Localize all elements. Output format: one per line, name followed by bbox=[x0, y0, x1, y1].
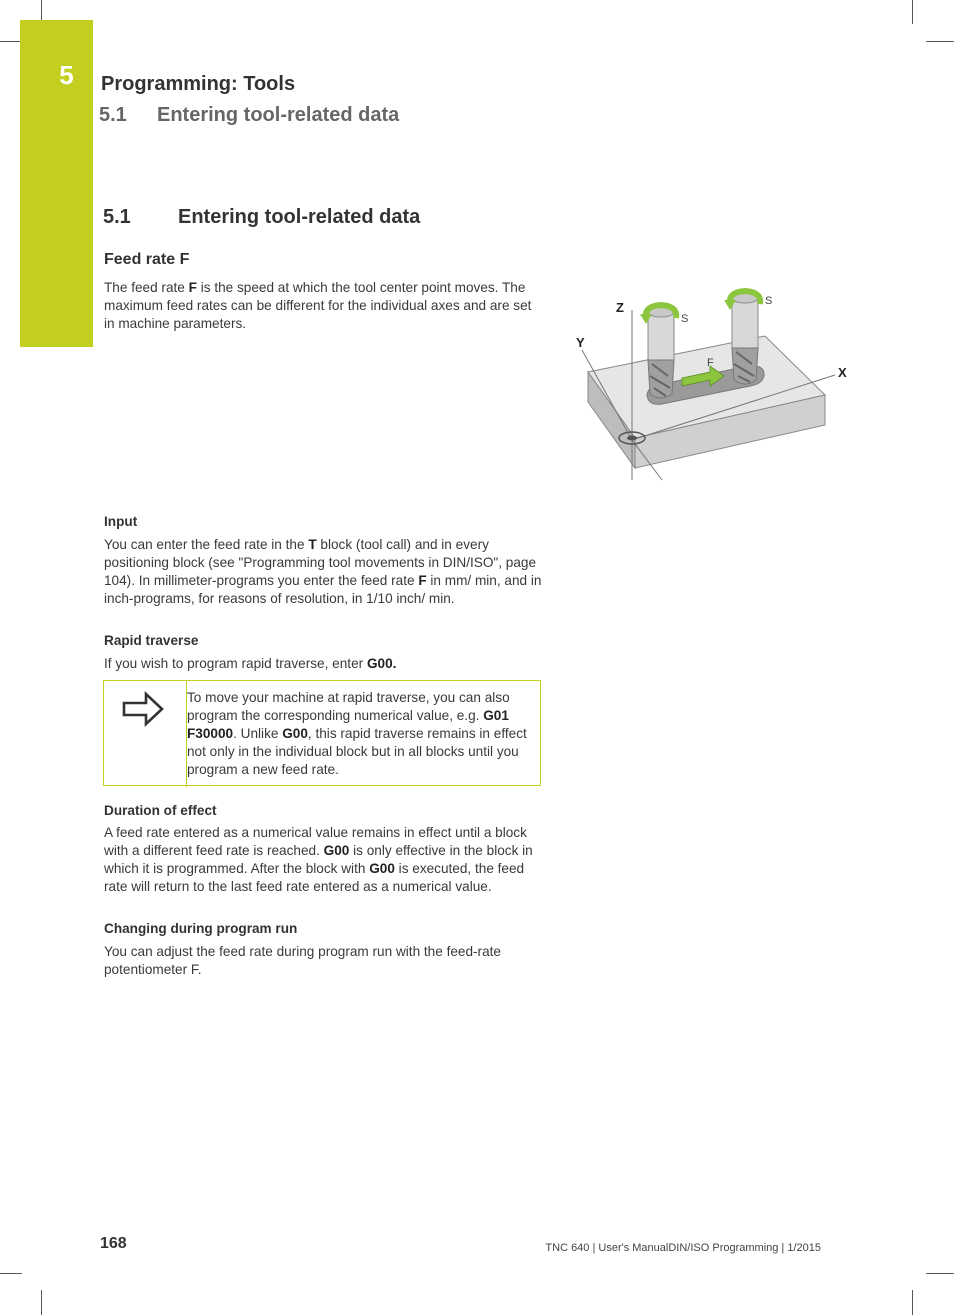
rapid-traverse-paragraph: If you wish to program rapid traverse, enter G00. bbox=[104, 656, 397, 671]
spindle-label-s2: S bbox=[765, 295, 773, 307]
running-section-title: Entering tool-related data bbox=[157, 104, 400, 126]
origin-marker-inner bbox=[627, 436, 637, 441]
rapid-traverse-heading: Rapid traverse bbox=[104, 633, 199, 648]
page-number: 168 bbox=[100, 1235, 127, 1252]
spindle-label-s1: S bbox=[681, 313, 689, 325]
section-number: 5.1 bbox=[103, 206, 131, 228]
axis-label-y: Y bbox=[576, 335, 585, 350]
input-heading: Input bbox=[104, 514, 138, 529]
chapter-title: Programming: Tools bbox=[101, 73, 296, 95]
running-section-number: 5.1 bbox=[99, 104, 127, 126]
duration-heading: Duration of effect bbox=[104, 803, 217, 818]
crop-mark bbox=[926, 1273, 954, 1274]
changing-paragraph: You can adjust the feed rate during program run with the feed-rate potentiometer F. bbox=[104, 944, 501, 977]
feed-rate-illustration bbox=[560, 280, 850, 485]
duration-paragraph: A feed rate entered as a numerical value remains in effect until a block with a different feed rate is reached. G00 is only effective in the block in which it is programmed. After the block with G00 is executed, the feed rate will return to the last feed rate entered as a numerical value. bbox=[104, 825, 533, 894]
input-paragraph: You can enter the feed rate in the T block (tool call) and in every positioning block (see "Programming tool movements in DIN/ISO", page 104). In millimeter-programs you enter the feed rate F in mm/ min, and in inch-programs, for reasons of resolution, in 1/10 inch/ min. bbox=[104, 537, 542, 606]
feed-label-f: F bbox=[707, 357, 714, 369]
crop-mark bbox=[912, 1290, 913, 1315]
tool-1-shank bbox=[648, 312, 674, 360]
feed-rate-heading: Feed rate F bbox=[104, 251, 190, 268]
section-heading bbox=[103, 206, 420, 229]
crop-mark bbox=[41, 1290, 42, 1315]
feed-rate-intro: The feed rate F is the speed at which the tool center point moves. The maximum feed rates can be different for the individual axes and are set in machine parameters. bbox=[104, 280, 532, 331]
axis-label-z: Z bbox=[616, 300, 624, 315]
footer-info: TNC 640 | User's ManualDIN/ISO Programming | 1/2015 bbox=[545, 1242, 821, 1254]
section-title: Entering tool-related data bbox=[178, 206, 421, 228]
axis-label-x: X bbox=[838, 365, 847, 380]
running-section-heading bbox=[99, 104, 399, 127]
crop-mark bbox=[912, 0, 913, 24]
crop-mark bbox=[926, 41, 954, 42]
note-text: To move your machine at rapid traverse, you can also program the corresponding numerical value, e.g. G01 F30000. Unlike G00, this rapid traverse remains in effect not only in the individual block but in all blocks until you program a new feed rate. bbox=[187, 690, 527, 777]
chapter-number: 5 bbox=[59, 60, 74, 90]
tool-2-shank bbox=[732, 298, 758, 348]
changing-heading: Changing during program run bbox=[104, 921, 298, 936]
arrow-right-icon bbox=[122, 691, 164, 727]
crop-mark bbox=[0, 41, 22, 42]
crop-mark bbox=[0, 1273, 22, 1274]
note-box bbox=[103, 680, 541, 786]
